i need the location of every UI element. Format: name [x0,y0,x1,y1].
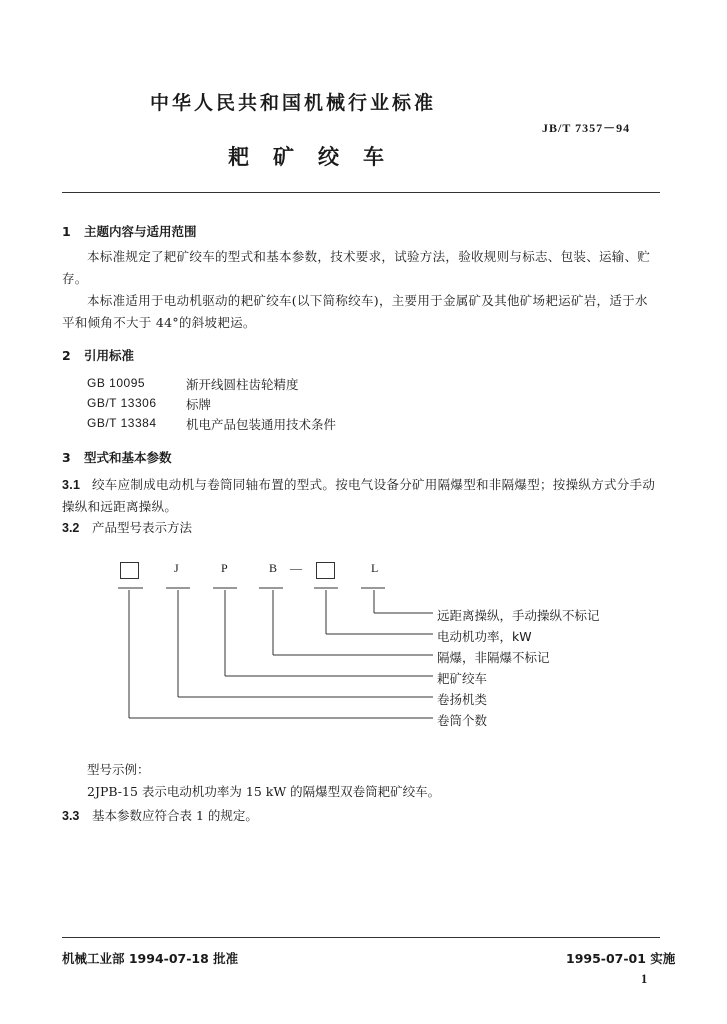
clause-3-3 [62,806,258,824]
page-number: 1 [641,972,648,986]
section-title: 型式和基本参数 [84,450,172,465]
section-number: 3 [62,450,71,465]
ref-code: GB 10095 [87,376,146,390]
legend-explosion-proof: 隔爆，非隔爆不标记 [437,650,550,665]
org-title: 中华人民共和国机械行业标准 [150,92,437,114]
ref-name: 渐开线圆柱齿轮精度 [186,377,299,392]
standard-code: JB/T 7357－94 [542,121,631,135]
section-number: 2 [62,348,71,363]
model-letter-p: P [221,561,228,575]
model-letter-b: B [269,561,278,575]
clause-number: 3.2 [62,521,80,535]
section-title: 主题内容与适用范围 [84,224,197,239]
clause-text: 绞车应制成电动机与卷筒同轴布置的型式。按电气设备分矿用隔爆型和非隔爆型；按操纵方式分手动操纵和远距离操纵。 [62,477,656,514]
ref-name: 机电产品包装通用技术条件 [186,417,337,432]
model-dash: — [290,561,302,575]
legend-hoist-type: 卷扬机类 [437,692,488,707]
section-1-paragraph-1: 本标准规定了耙矿绞车的型式和基本参数，技术要求，试验方法，验收规则与标志、包装、运输、贮存。 [62,249,651,286]
approval-date: 机械工业部 1994-07-18 批准 [62,951,239,966]
ref-code: GB/T 13306 [87,396,157,410]
legend-scraper-winch: 耙矿绞车 [437,671,488,686]
legend-power: 电动机功率，kW [437,629,532,644]
effective-date: 1995-07-01 实施 [566,951,676,966]
clause-text: 基本参数应符合表 1 的规定。 [92,808,258,823]
legend-drum-count: 卷筒个数 [437,713,488,728]
section-1-paragraph-2: 本标准适用于电动机驱动的耙矿绞车(以下简称绞车)，主要用于金属矿及其他矿场耙运矿岩，适于水平和倾角不大于 44°的斜坡耙运。 [62,293,648,330]
ref-name: 标牌 [186,397,212,412]
clause-number: 3.1 [62,478,81,492]
model-letter-j: J [174,561,179,575]
section-number: 1 [62,224,71,239]
clause-text: 产品型号表示方法 [92,520,193,535]
document-title: 耙矿绞车 [228,145,408,169]
example-label: 型号示例： [87,762,150,777]
legend-control: 远距离操纵，手动操纵不标记 [437,608,600,623]
section-title: 引用标准 [84,348,135,363]
footer-divider [62,937,660,938]
example-text: 2JPB-15 表示电动机功率为 15 kW 的隔爆型双卷筒耙矿绞车。 [87,784,441,799]
model-letter-l: L [371,561,379,575]
ref-code: GB/T 13384 [87,416,157,430]
clause-number: 3.3 [62,809,80,823]
